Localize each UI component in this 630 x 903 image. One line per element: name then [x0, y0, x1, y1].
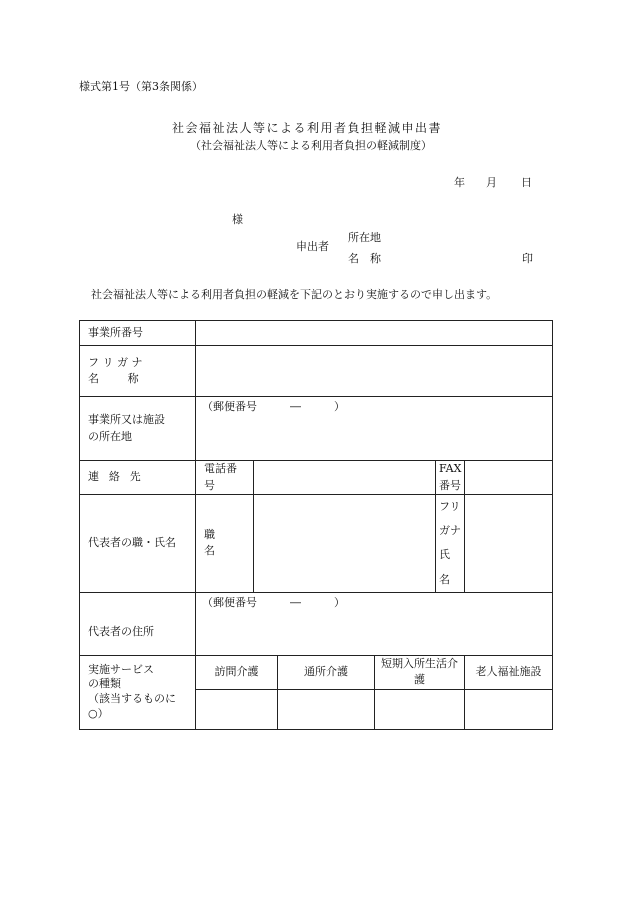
- contact-label: 連絡先: [80, 461, 196, 495]
- service-short-stay-header: 短期入所生活介護: [375, 655, 465, 689]
- position-label: 職名: [196, 495, 254, 593]
- rep-postal-code-note: （郵便番号 ― ）: [202, 595, 345, 609]
- applicant-label: 申出者: [296, 240, 329, 253]
- rep-furigana-label: フリガナ: [439, 500, 461, 538]
- office-number-label: 事業所番号: [80, 321, 196, 346]
- addressee-suffix: 様: [232, 213, 243, 226]
- date-day: 日: [521, 176, 532, 189]
- fax-field[interactable]: [465, 461, 553, 495]
- position-field[interactable]: [254, 495, 436, 593]
- office-number-field[interactable]: [196, 321, 553, 346]
- application-table: [79, 320, 553, 730]
- rep-address-field[interactable]: [196, 592, 553, 655]
- location-label-line1: 事業所又は施設: [88, 413, 165, 426]
- location-field[interactable]: [196, 397, 553, 461]
- date-month: 月: [486, 176, 497, 189]
- form-title: 社会福祉法人等による利用者負担軽減申出書: [172, 121, 443, 135]
- rep-address-label: 代表者の住所: [80, 592, 196, 655]
- applicant-address-label: 所在地: [348, 231, 381, 244]
- service-label-line1: 実施サービス: [88, 662, 154, 676]
- service-day-care-check[interactable]: [278, 689, 375, 729]
- name-label: 名称: [88, 372, 168, 385]
- rep-name-field[interactable]: [465, 495, 553, 593]
- service-elderly-facility-check[interactable]: [465, 689, 553, 729]
- furigana-label: フ リ ガ ナ: [88, 355, 143, 369]
- statement-text: 社会福祉法人等による利用者負担の軽減を下記のとおり実施するので申し出ます。: [91, 288, 498, 301]
- service-elderly-facility-header: 老人福祉施設: [465, 655, 553, 689]
- representative-label: 代表者の職・氏名: [80, 495, 196, 593]
- facility-name-field[interactable]: [196, 346, 553, 397]
- service-home-care-header: 訪問介護: [196, 655, 278, 689]
- rep-name-label-cell: [436, 495, 465, 593]
- phone-label: 電話番号: [196, 461, 254, 495]
- date-year: 年: [454, 176, 465, 189]
- form-subtitle: （社会福祉法人等による利用者負担の軽減制度）: [190, 139, 432, 152]
- service-day-care-header: 通所介護: [278, 655, 375, 689]
- postal-code-note: （郵便番号 ― ）: [202, 400, 345, 413]
- form-number: 様式第1号（第3条関係）: [79, 80, 203, 93]
- service-label-line3: （該当するものに○）: [88, 692, 176, 721]
- service-short-stay-check[interactable]: [375, 689, 465, 729]
- location-label-cell: [80, 397, 196, 461]
- service-label-line2: の種類: [88, 677, 121, 691]
- name-label-cell: [80, 346, 196, 397]
- fax-label: FAX番号: [436, 461, 465, 495]
- rep-name-label: 氏名: [439, 548, 467, 586]
- service-type-label-cell: [80, 655, 196, 729]
- applicant-name-label: 名 称: [348, 252, 381, 265]
- service-home-care-check[interactable]: [196, 689, 278, 729]
- seal-mark: 印: [522, 252, 533, 265]
- phone-field[interactable]: [254, 461, 436, 495]
- location-label-line2: の所在地: [88, 429, 132, 443]
